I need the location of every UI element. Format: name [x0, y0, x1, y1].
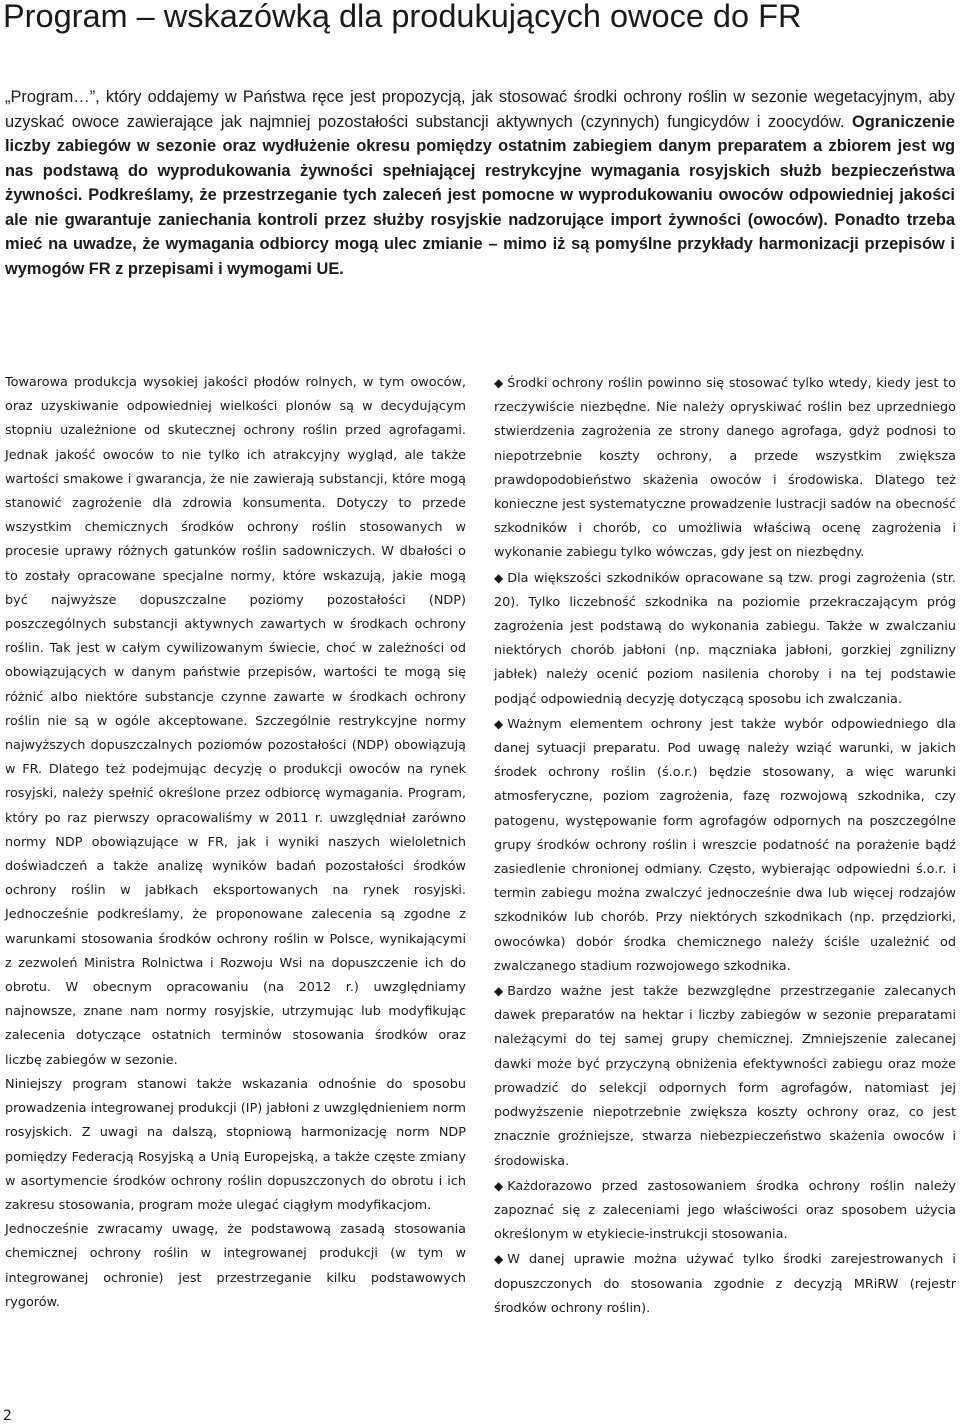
left-column — [5, 371, 466, 1315]
bullet-text: Każdorazowo przed zastosowaniem środka ochrony roślin należy zapoznać się z zaleceniami jego właściwości oraz sposobem użycia określonym w etykiecie-instrukcji stosowania. — [494, 1178, 956, 1243]
diamond-bullet-icon: ◆ — [494, 376, 504, 390]
bullet-item — [494, 566, 956, 712]
intro-body: Ograniczenie liczby zabiegów w sezonie oraz wydłużenie okresu pomiędzy ostatnim zabiegiem danym preparatem a zbiorem jest wg nas podstawą do wyprodukowania żywności spełniającej restrykcyjne wymagania rosyjskich służb bezpieczeństwa żywności. Podkreślamy, że przestrzeganie tych zaleceń jest pomocne w wyprodukowaniu owoców odpowiedniej jakości ale nie gwarantuje zaniechania kontroli przez służby rosyjskie nadzorujące import żywności (owoców). Ponadto trzeba mieć na uwadze, że wymagania odbiorcy mogą ulec zmianie – mimo iż są pomyślne przykłady harmonizacji przepisów i wymogów FR z przepisami i wymogami UE. — [5, 112, 955, 278]
bullet-text: Dla większości szkodników opracowane są tzw. progi zagrożenia (str. 20). Tylko liczebność szkodnika na poziomie przekraczającym próg zagrożenia jest podstawą do wykonania zabiegu. Także w zwalczaniu niektórych chorób jabłoni (np. mączniaka jabłoni, gorzkiej zgnilizny jabłek) należy ocenić poziom nasilenia choroby i na tej podstawie podjąć odpowiednią decyzję dotyczącą sposobu ich zwalczania. — [494, 570, 956, 707]
diamond-bullet-icon: ◆ — [494, 570, 504, 585]
right-column — [494, 371, 956, 1321]
bullet-item — [494, 1247, 956, 1321]
left-paragraph-1: Towarowa produkcja wysokiej jakości płodów rolnych, w tym owoców, oraz uzyskiwanie odpowiedniej wielkości plonów są w decydującym stopniu uzależnione od skutecznej ochrony roślin przed agrofagami. Jednak jakość owoców to nie tylko ich atrakcyjny wygląd, ale także wartości smakowe i gwarancja, że nie zawierają substancji, które mogą stanowić zagrożenie dla zdrowia konsumenta. Dotyczy to przede wszystkim chemicznych środków ochrony roślin stosowanych w procesie uprawy różnych gatunków roślin sadowniczych. W dbałości o to zostały opracowane specjalne normy, które wskazują, jakie mogą być najwyższe dopuszczalne poziomy pozostałości (NDP) poszczególnych substancji aktywnych zawartych w środkach ochrony roślin. Tak jest w całym cywilizowanym świecie, choć w zależności od obowiązujących w danym państwie przepisów, wartości te mogą się różnić albo niektóre substancje czynne zawarte w środkach ochrony roślin nie są w ogóle akceptowane. Szczególnie restrykcyjne normy najwyższych dopuszczalnych poziomów pozostałości (NDP) obowiązują w FR. Dlatego też podejmując decyzję o produkcji owoców na rynek rosyjski, należy spełnić określone przez odbiorcę wymagania. Program, który po raz pierwszy opracowaliśmy w 2011 r. uwzględniał zarówno normy NDP obowiązujące w FR, jak i wyniki naszych wieloletnich doświadczeń a także analizę wyników badań pozostałości środków ochrony roślin w jabłkach eksportowanych na rynek rosyjski. Jednocześnie podkreślamy, że proponowane zalecenia są zgodne z warunkami stosowania środków ochrony roślin w Polsce, wynikającymi z zezwoleń Ministra Rolnictwa i Rozwoju Wsi na dopuszczenie ich do obrotu. W obecnym opracowaniu (na 2012 r.) uwzględniamy najnowsze, znane nam normy rosyjskie, utrzymując lub modyfikując zalecenia dotyczące ostatnich terminów stosowania środków oraz liczbę zabiegów w sezonie. — [5, 375, 466, 1068]
diamond-bullet-icon: ◆ — [494, 1178, 504, 1193]
diamond-bullet-icon: ◆ — [494, 984, 504, 999]
left-paragraph-3: Jednocześnie zwracamy uwagę, że podstawową zasadą stosowania chemicznej ochrony roślin w integrowanej produkcji (w tym w integrowanej ochronie) jest przestrzeganie kilku podstawowych rygorów. — [5, 1222, 466, 1310]
intro-paragraph — [5, 85, 955, 281]
page-title: Program – wskazówką dla produkujących owoce do FR — [3, 0, 802, 34]
bullet-text: Bardzo ważne jest także bezwzględne przestrzeganie zalecanych dawek preparatów na hektar i liczby zabiegów w sezonie preparatami należącymi do tej samej grupy chemicznej. Zmniejszenie zalecanej dawki może być przyczyną obniżenia efektywności zabiegu oraz może prowadzić do selekcji odpornych form agrofagów, natomiast jej podwyższenie niepotrzebnie zwiększa koszty ochrony oraz, co jest znacznie groźniejsze, stwarza niebezpieczeństwo skażenia owoców i środowiska. — [494, 984, 956, 1169]
left-paragraph-2: Niniejszy program stanowi także wskazania odnośnie do sposobu prowadzenia integrowanej produkcji (IP) jabłoni z uwzględnieniem norm rosyjskich. Z uwagi na dalszą, stopniową harmonizację norm NDP pomiędzy Federacją Rosyjską a Unią Europejską, a także częste zmiany w asortymencie środków ochrony roślin dopuszczonych do obrotu i ich zakresu stosowania, program może ulegać ciągłym modyfikacjom. — [5, 1076, 466, 1213]
bullet-item — [494, 371, 956, 566]
bullet-item — [494, 979, 956, 1174]
page-number: 2 — [3, 1408, 12, 1424]
bullet-text: Środki ochrony roślin powinno się stosować tylko wtedy, kiedy jest to rzeczywiście niezbędne. Nie należy opryskiwać roślin bez uprzedniego stwierdzenia zagrożenia ze strony danego agrofaga, gdyż podnosi to niepotrzebnie koszty ochrony, a przede wszystkim zwiększa prawdopodobieństwo skażenia owoców i środowiska. Dlatego też konieczne jest systematyczne prowadzenie lustracji sadów na obecność szkodników i chorób, co umożliwia właściwą ocenę zagrożenia i wykonanie zabiegu tylko wówczas, gdy jest on niezbędny. — [494, 376, 956, 561]
bullet-item — [494, 1174, 956, 1248]
diamond-bullet-icon: ◆ — [494, 1252, 504, 1267]
bullet-text: W danej uprawie można używać tylko środki zarejestrowanych i dopuszczonych do stosowania zgodnie z decyzją MRiRW (rejestr środków ochrony roślin). — [494, 1252, 956, 1316]
bullet-item — [494, 712, 956, 979]
diamond-bullet-icon: ◆ — [494, 716, 504, 731]
bullet-text: Ważnym elementem ochrony jest także wybór odpowiedniego dla danej sytuacji preparatu. Pod uwagę należy wziąć warunki, w jakich środek ochrony roślin (ś.o.r.) będzie stosowany, a więc warunki atmosferyczne, poziom zagrożenia, fazę rozwojową szkodnika, czy patogenu, występowanie form agrofagów odpornych na poszczególne grupy środków ochrony roślin i wreszcie podatność na porażenie bądź zasiedlenie chronionej odmiany. Często, wybierając odpowiedni ś.o.r. i termin zabiegu można zwalczyć jednocześnie dwa lub więcej rodzajów szkodników lub chorób. Przy niektórych szkodnikach (np. przędziorki, owocówka) dobór środka chemicznego należy ściśle uzależnić od zwalczanego stadium rozwojowego szkodnika. — [494, 716, 956, 974]
intro-lead: „Program…”, który oddajemy w Państwa ręce jest propozycją, jak stosować środki ochrony roślin w sezonie wegetacyjnym, aby uzyskać owoce zawierające jak najmniej pozostałości substancji aktywnych (czynnych) fungicydów i zoocydów. — [5, 88, 955, 131]
